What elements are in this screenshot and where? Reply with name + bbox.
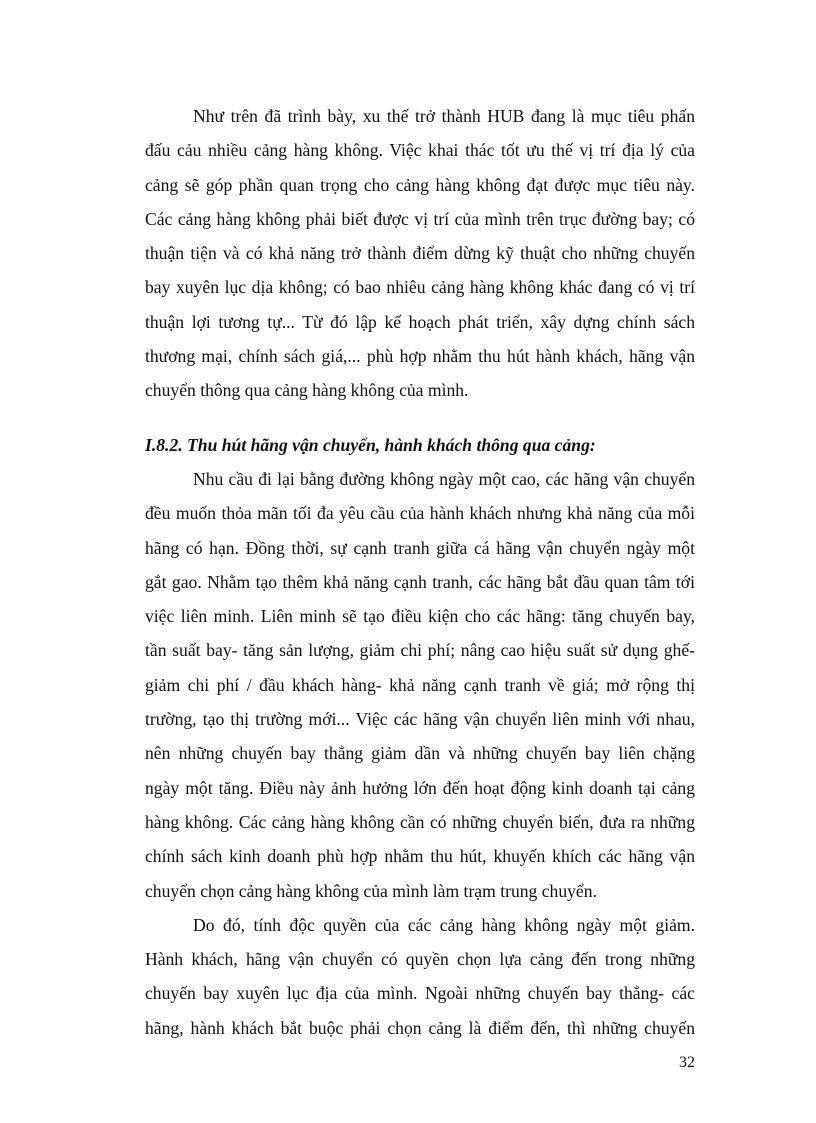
- text-line: chuyển chọn cảng hàng không của mình làm trạm trung chuyển.: [145, 880, 597, 901]
- paragraph-hub-trend: [145, 99, 695, 408]
- text-line: nên những chuyến bay thẳng giảm dần và những chuyến bay liên chặng: [145, 743, 695, 764]
- text-line: Do đó, tính độc quyền của các cảng hàng không ngày một giảm.: [193, 914, 695, 935]
- section-heading: I.8.2. Thu hút hãng vận chuyển, hành khách thông qua cảng:: [145, 434, 596, 455]
- text-line: gắt gao. Nhằm tạo thêm khả năng cạnh tranh, các hãng bắt đầu quan tâm tới: [145, 571, 695, 592]
- text-line: chuyển thông qua cảng hàng không của mình.: [145, 380, 469, 401]
- text-line: ngày một tăng. Điều này ảnh hưởng lớn đến hoạt động kinh doanh tại cảng: [145, 777, 695, 798]
- text-line: trường, tạo thị trường mới... Việc các hãng vận chuyển liên minh với nhau,: [145, 709, 695, 730]
- text-line: Hành khách, hãng vận chuyển có quyền chọn lựa cảng đến trong những: [145, 949, 695, 970]
- text-line: việc liên minh. Liên minh sẽ tạo điều kiện cho các hãng: tăng chuyến bay,: [145, 606, 695, 627]
- page-number: 32: [679, 1054, 695, 1071]
- paragraph-airline-alliance: [145, 462, 695, 908]
- text-line: hãng có hạn. Đồng thời, sự cạnh tranh giữa cá hãng vận chuyển ngày một: [145, 537, 695, 558]
- text-line: thuận lợi tương tự... Từ đó lập kế hoạch phát triển, xây dựng chính sách: [145, 311, 695, 332]
- text-line: hãng, hành khách bắt buộc phải chọn cảng là điểm đến, thì những chuyến: [145, 1017, 695, 1038]
- text-line: thương mại, chính sách giá,... phù hợp nhằm thu hút hành khách, hãng vận: [145, 346, 695, 367]
- text-line: chuyến bay xuyên lục địa của mình. Ngoài những chuyến bay thẳng- các: [145, 983, 695, 1004]
- paragraph-spacer: [145, 408, 695, 428]
- text-line: Như trên đã trình bày, xu thế trở thành HUB đang là mục tiêu phấn: [193, 106, 695, 126]
- text-line: đấu cảu nhiều cảng hàng không. Việc khai thác tốt ưu thế vị trí địa lý của: [145, 140, 695, 161]
- text-line: thuận tiện và có khả năng trở thành điểm dừng kỹ thuật cho những chuyến: [145, 243, 695, 264]
- text-line: bay xuyên lục dịa không; có bao nhiêu cảng hàng không khác đang có vị trí: [145, 277, 695, 298]
- text-line: đều muốn thỏa mãn tối đa yêu cầu của hành khách nhưng khả năng của mỗi: [145, 503, 695, 524]
- text-line: tần suất bay- tăng sản lượng, giảm chi phí; nâng cao hiệu suất sử dụng ghế-: [145, 640, 695, 661]
- text-line: giảm chi phí / đầu khách hàng- khả năng cạnh tranh về giá; mở rộng thị: [145, 674, 695, 695]
- text-line: Các cảng hàng không phải biết được vị trí của mình trên trục đường bay; có: [145, 208, 695, 229]
- text-line: Nhu cầu đi lại bằng đường không ngày một cao, các hãng vận chuyển: [193, 468, 695, 489]
- text-line: cảng sẽ góp phần quan trọng cho cảng hàng không đạt được mục tiêu này.: [145, 174, 695, 195]
- text-line: chính sách kinh doanh phù hợp nhằm thu hút, khuyến khích các hãng vận: [145, 846, 695, 867]
- paragraph-monopoly-decline: [145, 908, 695, 1045]
- page-body: [145, 99, 695, 1045]
- text-line: hàng không. Các cảng hàng không cần có những chuyển biến, đưa ra những: [145, 811, 695, 832]
